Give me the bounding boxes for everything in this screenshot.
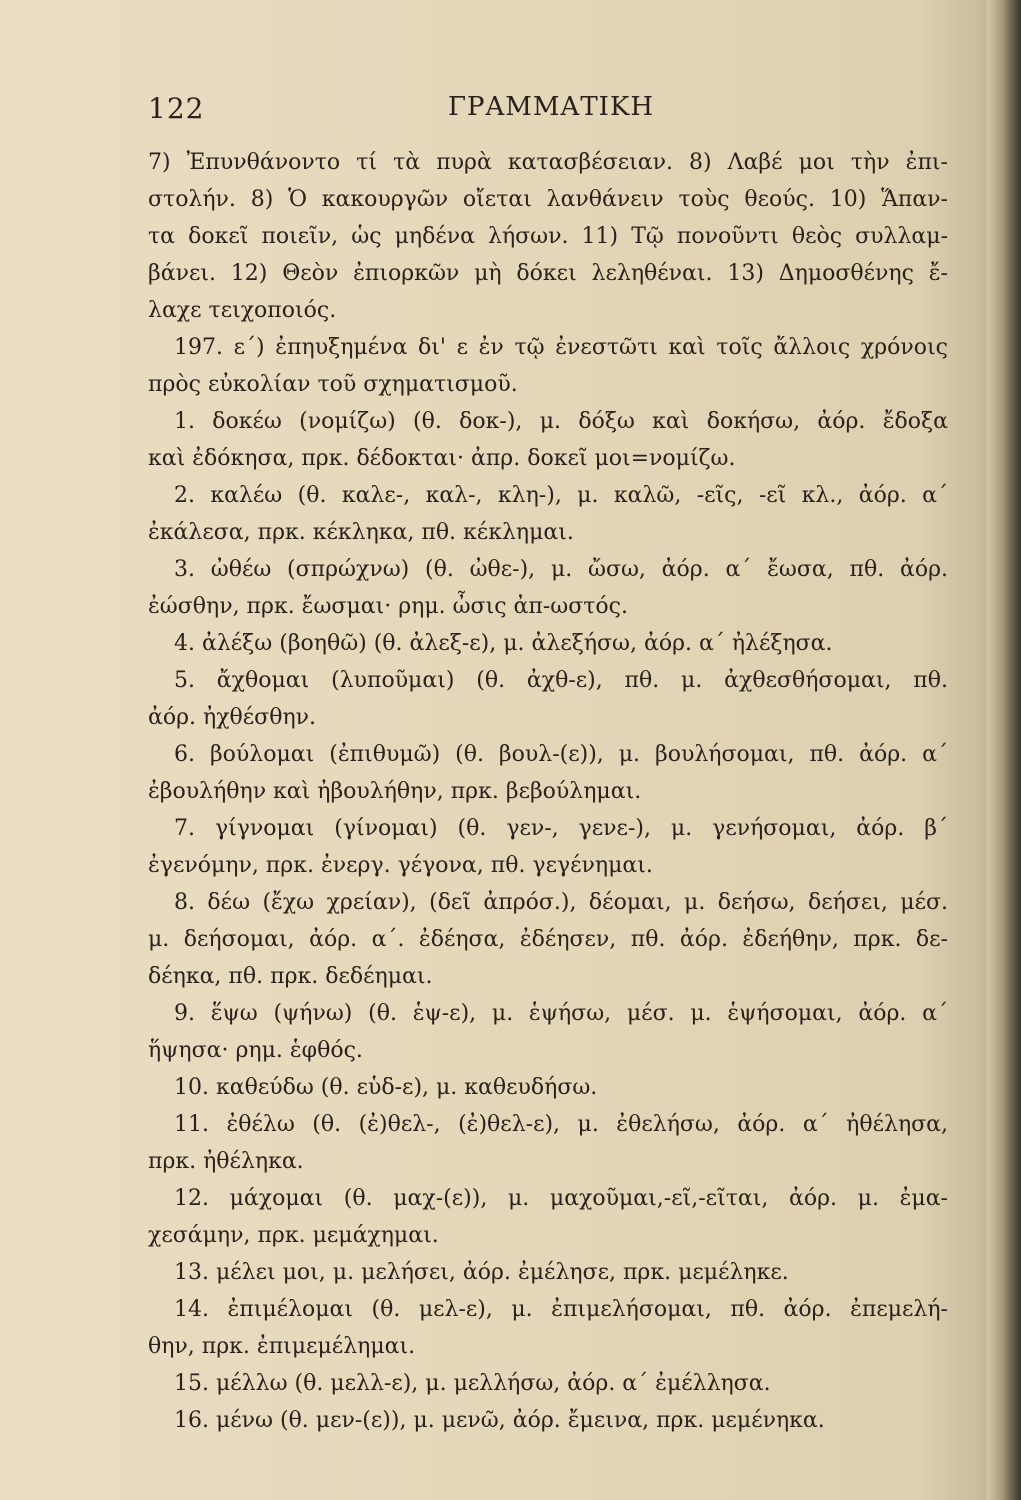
text-line: πρκ. ἠθέληκα. — [148, 1149, 304, 1174]
page-header — [148, 92, 948, 136]
verb-entry-line: 14. ἐπιμέλομαι (θ. μελ-ε), μ. ἐπιμελήσομαι, πθ. ἀόρ. ἐπεμελή- — [174, 1297, 948, 1322]
verb-entry-line: 1. δοκέω (νομίζω) (θ. δοκ-), μ. δόξω καὶ δοκήσω, ἀόρ. ἔδοξα — [174, 409, 948, 434]
book-spine-shadow — [987, 0, 1021, 1500]
text-line: 7) Ἐπυνθάνοντο τί τὰ πυρὰ κατασβέσειαν. 8) Λαβέ μοι τὴν ἐπι- — [148, 150, 948, 175]
text-line: ἐβουλήθην καὶ ἠβουλήθην, πρκ. βεβούλημαι. — [148, 779, 642, 804]
verb-entry-line: 13. μέλει μοι, μ. μελήσει, ἀόρ. ἐμέλησε, πρκ. μεμέληκε. — [174, 1260, 789, 1285]
text-line: θην, πρκ. ἐπιμεμέλημαι. — [148, 1334, 416, 1359]
verb-entry-line: 6. βούλομαι (ἐπιθυμῶ) (θ. βουλ-(ε)), μ. βουλήσομαι, πθ. ἀόρ. α΄ — [174, 742, 948, 767]
text-line: ἀόρ. ἠχθέσθην. — [148, 705, 316, 730]
text-line: δέηκα, πθ. πρκ. δεδέημαι. — [148, 964, 433, 989]
verb-entry-line: 12. μάχομαι (θ. μαχ-(ε)), μ. μαχοῦμαι,-εῖ,-εῖται, ἀόρ. μ. ἐμα- — [174, 1186, 948, 1211]
verb-entry-line: 10. καθεύδω (θ. εὑδ-ε), μ. καθευδήσω. — [174, 1075, 598, 1100]
text-line: ἥψησα· ρημ. ἑφθός. — [148, 1038, 363, 1063]
verb-entry-line: 15. μέλλω (θ. μελλ-ε), μ. μελλήσω, ἀόρ. α΄ ἐμέλλησα. — [174, 1371, 771, 1396]
verb-entry-line: 5. ἄχθομαι (λυποῦμαι) (θ. ἀχθ-ε), πθ. μ. ἀχθεσθήσομαι, πθ. — [174, 668, 948, 693]
body-text — [148, 144, 948, 1439]
section-heading-line: 197. ε΄) ἐπηυξημένα δι' ε ἐν τῷ ἐνεστῶτι καὶ τοῖς ἄλλοις χρόνοις — [174, 335, 948, 360]
text-line: λαχε τειχοποιός. — [148, 298, 337, 323]
text-line: καὶ ἐδόκησα, πρκ. δέδοκται· ἀπρ. δοκεῖ μοι=νομίζω. — [148, 446, 736, 471]
verb-entry-line: 11. ἐθέλω (θ. (ἐ)θελ-, (ἐ)θελ-ε), μ. ἐθελήσω, ἀόρ. α΄ ἠθέλησα, — [174, 1112, 948, 1137]
text-line: βάνει. 12) Θεὸν ἐπιορκῶν μὴ δόκει λεληθέναι. 13) Δημοσθένης ἔ- — [148, 261, 948, 286]
verb-entry-line: 9. ἕψω (ψήνω) (θ. ἑψ-ε), μ. ἑψήσω, μέσ. μ. ἑψήσομαι, ἀόρ. α΄ — [174, 1001, 948, 1026]
verb-entry-line: 2. καλέω (θ. καλε-, καλ-, κλη-), μ. καλῶ, -εῖς, -εῖ κλ., ἀόρ. α΄ — [174, 483, 948, 508]
text-line: ἐώσθην, πρκ. ἔωσμαι· ρημ. ὦσις ἀπ-ωστός. — [148, 594, 628, 619]
running-title: ΓΡΑΜΜΑΤΙΚΗ — [448, 92, 655, 122]
page-number: 122 — [148, 92, 205, 125]
text-line: ἐγενόμην, πρκ. ἐνεργ. γέγονα, πθ. γεγένημαι. — [148, 853, 653, 878]
verb-entry-line: 4. ἀλέξω (βοηθῶ) (θ. ἀλεξ-ε), μ. ἀλεξήσω, ἀόρ. α΄ ἠλέξησα. — [174, 631, 833, 656]
text-line: πρὸς εὐκολίαν τοῦ σχηματισμοῦ. — [148, 372, 518, 397]
verb-entry-line: 16. μένω (θ. μεν-(ε)), μ. μενῶ, ἀόρ. ἔμεινα, πρκ. μεμένηκα. — [174, 1408, 825, 1433]
text-line: τα δοκεῖ ποιεῖν, ὡς μηδένα λήσων. 11) Τῷ πονοῦντι θεὸς συλλαμ- — [148, 224, 948, 249]
text-line: στολήν. 8) Ὁ κακουργῶν οἴεται λανθάνειν τοὺς θεούς. 10) Ἅπαν- — [148, 187, 948, 212]
text-line: ἐκάλεσα, πρκ. κέκληκα, πθ. κέκλημαι. — [148, 520, 574, 545]
verb-entry-line: 3. ὠθέω (σπρώχνω) (θ. ὠθε-), μ. ὤσω, ἀόρ. α΄ ἔωσα, πθ. ἀόρ. — [174, 557, 948, 582]
text-line: χεσάμην, πρκ. μεμάχημαι. — [148, 1223, 439, 1248]
verb-entry-line: 7. γίγνομαι (γίνομαι) (θ. γεν-, γενε-), μ. γενήσομαι, ἀόρ. β΄ — [174, 816, 948, 841]
verb-entry-line: 8. δέω (ἔχω χρείαν), (δεῖ ἀπρόσ.), δέομαι, μ. δεήσω, δεήσει, μέσ. — [174, 890, 948, 915]
text-line: μ. δεήσομαι, ἀόρ. α΄. ἐδέησα, ἐδέησεν, πθ. ἀόρ. ἐδεήθην, πρκ. δε- — [148, 927, 948, 952]
